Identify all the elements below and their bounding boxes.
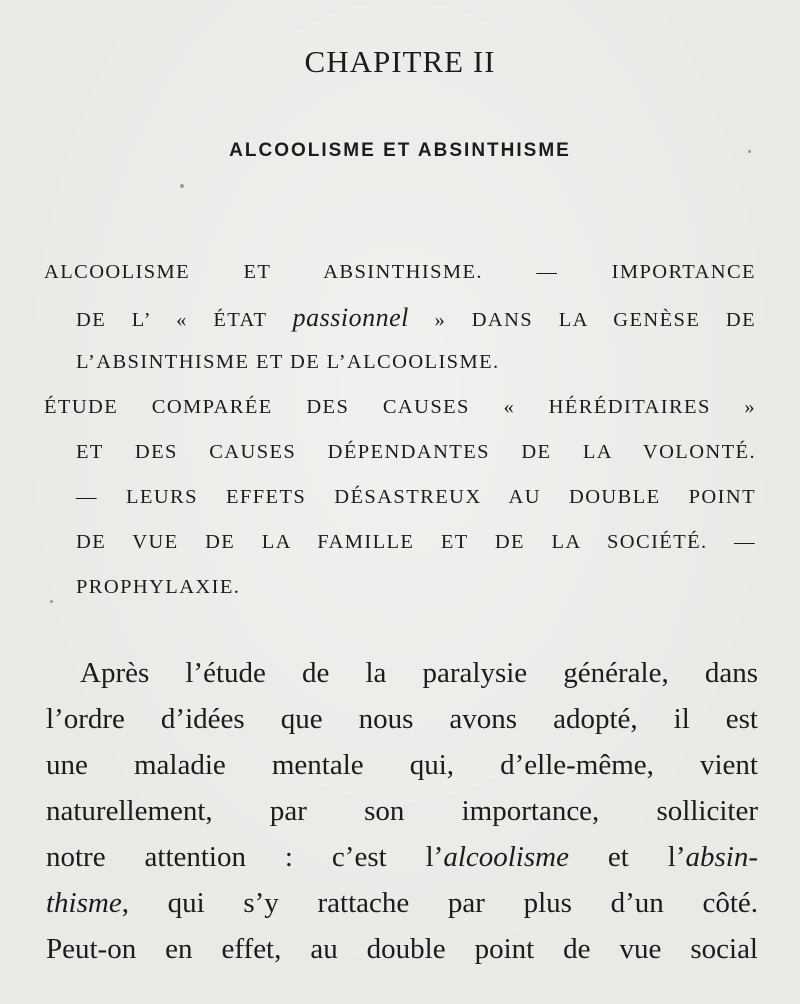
chapter-title: ALCOOLISME ET ABSINTHISME [229,140,571,161]
summary-line: ALCOOLISME ET ABSINTHISME. — IMPORTANCE [44,261,756,283]
body-line: Peut-on en effet, au double point de vue social [46,933,758,965]
body-italic-word: absin- [685,841,758,873]
body-text: notre attention : c’est l’ [46,841,444,873]
body-italic-word: thisme [46,887,122,919]
summary-line: ET DES CAUSES DÉPENDANTES DE LA VOLONTÉ. [76,441,756,463]
body-line: naturellement, par son importance, solliciter [46,795,758,827]
paper-speck [180,184,184,188]
summary-italic-word: passionnel [292,303,409,332]
summary-line: DE VUE DE LA FAMILLE ET DE LA SOCIÉTÉ. — [76,531,756,553]
body-text: et l’ [568,841,686,873]
summary-text: DE L’ « ÉTAT [76,309,293,331]
body-text: , qui s’y rattache par plus d’un côté. [121,887,758,919]
summary-line: — LEURS EFFETS DÉSASTREUX AU DOUBLE POINT [76,486,756,508]
body-italic-word: alcoolisme [443,841,569,873]
summary-line [44,295,756,340]
body-line [46,880,758,926]
chapter-summary [44,250,756,610]
body-line: l’ordre d’idées que nous avons adopté, il est [46,703,758,735]
chapter-heading: CHAPITRE II [304,44,496,79]
paper-speck [50,600,53,603]
paper-speck [748,150,751,153]
body-line: Après l’étude de la paralysie générale, dans [80,657,758,689]
body-paragraph [46,650,758,972]
summary-line: ÉTUDE COMPARÉE DES CAUSES « HÉRÉDITAIRES » [44,396,756,418]
summary-line: PROPHYLAXIE. [76,576,241,598]
summary-text: » DANS LA GENÈSE DE [408,309,756,331]
body-line [46,834,758,880]
body-line: une maladie mentale qui, d’elle-même, vient [46,749,758,781]
summary-line: L’ABSINTHISME ET DE L’ALCOOLISME. [76,351,500,373]
